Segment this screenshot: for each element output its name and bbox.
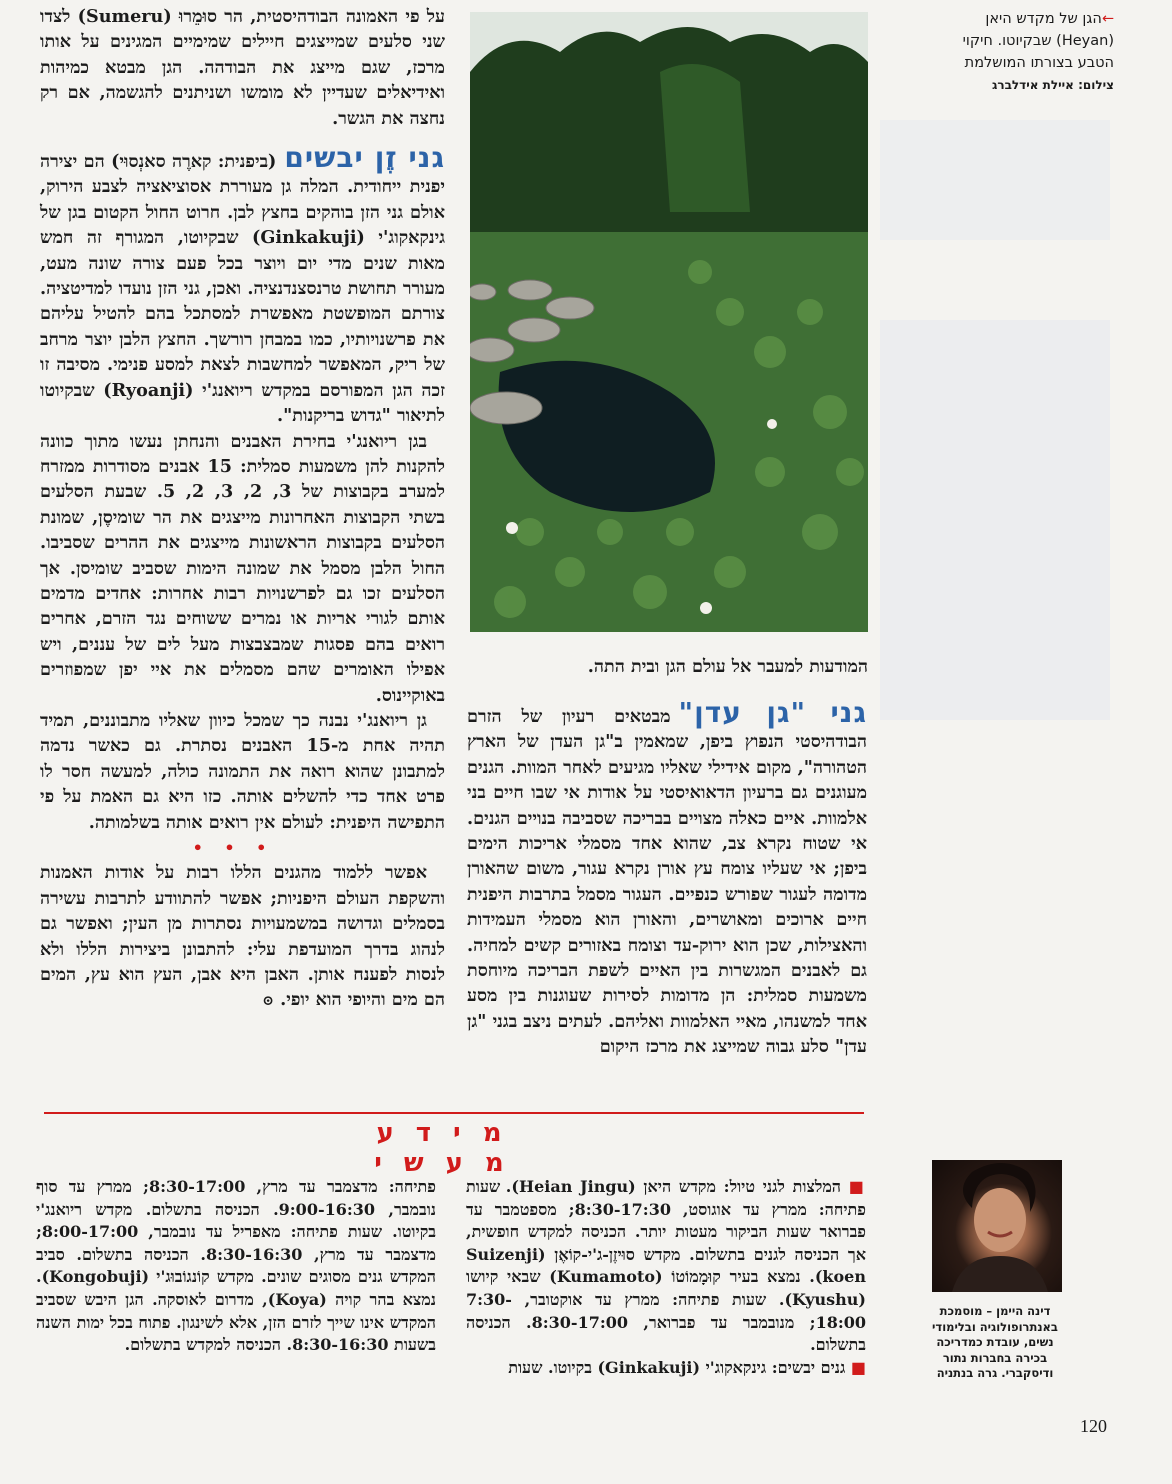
end-mark-icon: ⊙ [262,993,274,1010]
paragraph: ■ גנים יבשים: גינקאקוג'י (Ginkakuji) בקיוטו. שעות [508,1357,866,1377]
author-portrait [932,1160,1062,1292]
info-label: המלצות לגני טיול: [723,1177,842,1196]
paragraph: גן ריואנג'י נבנה כך שמכל כיוון שאליו מתבוננים, תמיד תהיה אחת מ-15 האבנים נסתרת. גם כאשר נדמה למתבונן שהוא רואה את התמונה כולה, למעשה חסר לו פרט אחד כדי להשלים אותה. כזו היא גם האמת על פי התפישה היפנית: לעולם אין רואים אותה בשלמותה. [40,709,445,833]
paragraph: פתיחה: מדצמבר עד מרץ, 8:30-17:00; ממרץ עד סוף נובמבר, 9:00-16:30. הכניסה בתשלום. מקדש ריואנג'י בקיוטו. שעות פתיחה: מאפריל עד נובמבר, 8:00-17:00; מדצמבר עד מרץ, 8:30-16:30. הכניסה בתשלום. סביב המקדש גנים מסוגים שונים. מקדש קוֹנגוֹבוּג'י (Kongobuji). נמצא בהר קויה (Koya), מדרום לאוסקה. הגן היבש שסביב המקדש אינו שייך לזרם הזן, אלא לשינגון. פתוח בכל ימות השנה בשעות 8:30-16:30. הכניסה למקדש בתשלום. [36,1177,437,1355]
paragraph: אפשר ללמוד מהגנים הללו רבות על אודות האמנות והשקפת העולם היפניות; אפשר להתוודע לתרבות עשירה בסמלים וגדושה במשמעויות נסתרות מן העין; ואפשר גם לנהוג בדרך המועדפת עלי: להתבונן ביצירות הללו ולא לנסות לפענח אותן. האבן היא אבן, העץ הוא עץ, המים הם מים והיופי הוא יופי. ⊙ [40,862,445,1011]
bullet-square-icon: ■ [850,1357,866,1377]
section-divider-line [44,1112,864,1114]
bullet-square-icon: ■ [848,1177,866,1196]
bleed-through-area [880,120,1110,240]
article-column-left [40,4,445,1015]
bleed-through-area [880,320,1110,720]
paragraph: גני "גן עדן"מבטאים רעיון של הזרם הבודהיסטי הנפוץ ביפן, שמאמין ב"גן העדן של הארץ הטהורה", מקום אידילי שאליו מגיעים לאחר המוות. הגנים מעוגנים גם ברעיון הדאואיסטי על אודות אי שבו חיים בני אלמוות. איים כאלה מצויים בבריכה שסביבה בנויים הגנים. אי שטוח נקרא צב, שהוא אחד מסמלי אריכות הימים ביפן; אי שעליו צומח עץ אורן נקרא עגור, משום שהאורן מדומה לעגור שפורש כנפיים. העגור מסמל בתרבות היפנית חיים ארוכים ומאושרים, והאורן הוא מסמלי העמידות והאצילות, שכן הוא ירוק-עד וצומח באזורים קשים למחיה. גם לאבנים המגשרות בין האיים לשפת הבריכה מיוחסת משמעות סמלית: הן מדומות לסירות שעוגנות בין מסע אחד למשנהו, מאיי האלמוות ואליהם. לעתים ניצב בגני "גן עדן" סלע גבוה שמייצג את מרכז היקום [466,696,867,1058]
section-heading: גני "גן עדן" [678,696,867,729]
practical-info-right [466,1176,866,1379]
practical-info-title: מידע מעשי [374,1118,526,1178]
paragraph: ■ המלצות לגני טיול: מקדש היאן (Heian Jingu). שעות פתיחה: ממרץ עד אוגוסט, 8:30-17:30; מספטמבר עד פברואר שעות הביקור מעטות יותר. הכניסה למקדש חופשית, אך הכניסה לגנים בתשלום. מקדש סוּיזֶן-ג'י-קוֹאֶן (Suizenji koen). נמצא בעיר קוּמָמוֹטוֹ (Kumamoto) שבאי קיושו (Kyushu). שעות פתיחה: ממרץ עד אוקטובר, 7:30-18:00; מנובמבר עד פברואר, 8:30-17:00. הכניסה בתשלום. [466,1177,867,1355]
photo-credit: צילום: איילת אידלברג [991,78,1114,92]
info-label: גנים יבשים: [771,1357,846,1377]
side-photo-caption: ←הגן של מקדש היאן (Heyan) שבקיוטו. חיקוי הטבע בצורתו המושלמת צילום: איילת אידלברג [928,8,1114,96]
garden-photo [470,12,868,632]
left-arrow-icon: ← [1101,11,1114,27]
practical-info-left [36,1176,436,1357]
paragraph: על פי האמונה הבודהיסטית, הר סוּמֵרוּ (Sumeru) לצדו שני סלעים שמייצגים חיילים שמימיים המגינים על אותו מרכז, שגם מייצג את הבודהה. הגן מבטא כמיהות ואידיאלים שעדיין לא מומשו ושניתנים להגשמה, אם רק נחצה את הגשר. [40,6,445,129]
photo-caption: המודעות למעבר אל עולם הגן ובית התה. [587,656,868,677]
portrait-illustration [932,1160,1062,1292]
paragraph: בגן ריואנג'י בחירת האבנים והנחתן נעשו מתוך כוונה להקנות להן משמעות סמלית: 15 אבנים מסודרות ממזרח למערב בקבוצות של 3, 2, 3, 2, 5. שבעת הסלעים בשתי הקבוצות האחרונות מייצגים את הר שומיסֶן, שמונת הסלעים בקבוצות הראשונות מייצגים את ההרים שסביבו. החול הלבן מסמל את שמונה הימות שסביב שומיסן. אך הסלעים זכו גם לפרשנויות רבות אחרות: אחדים מדמים אותם לגורי אריות או נמרים ששוחים נגד הזרם, אחרים רואים בהם פסגות שמבצבצות מעל לים של עננים, ויש אפילו האומרים שהם מסמלים את איי יפן שמפוזרים באוקיינוס. [40,430,446,706]
page-number: 120 [1080,1416,1107,1436]
article-column-right [466,696,867,1060]
pond-illustration [470,12,868,632]
section-heading: גני זֶן יבשים [284,141,445,175]
paragraph: גני זֶן יבשים(ביפנית: קארֶה סאנְסוּי) הם יצירה יפנית ייחודית. המלה גן מעוררת אסוציאציה לצבע הירוק, אולם גני הזן בוהקים בחצץ לבן. חרוט החול הקטום בגן של גינקאקוג'י (Ginkakuji) שבקיוטו, המגורף זה חמש מאות שנים מדי יום ויוצר בכל פעם צורה שונה מעט, מעורר תחושת טרנסצנדנציה. ואכן, גני הזן נועדו למדיטציה. צורתם המופשטת מאפשרת למסתכל בהם להטיל עליהם את פרשנויותיו, כמו במבחן רורשך. החצץ הלבן יוצר מרחב של ריק, המאפשר למחשבות לצאת למסע פנימי. מסיבה זו זכה הגן המפורסם במקדש ריואנג'י (Ryoanji) שבקיוטו לתיאור "גדוש בריקנות". [40,141,445,427]
section-divider-dots: • • • [192,838,275,857]
author-caption: דינה היימן – מוסמכת באנתרופולוגיה ובלימודי נשים, עובדת כמדריכה בכירה בחברות נתור ודיסקברי. גרה בנתניה [932,1304,1058,1380]
